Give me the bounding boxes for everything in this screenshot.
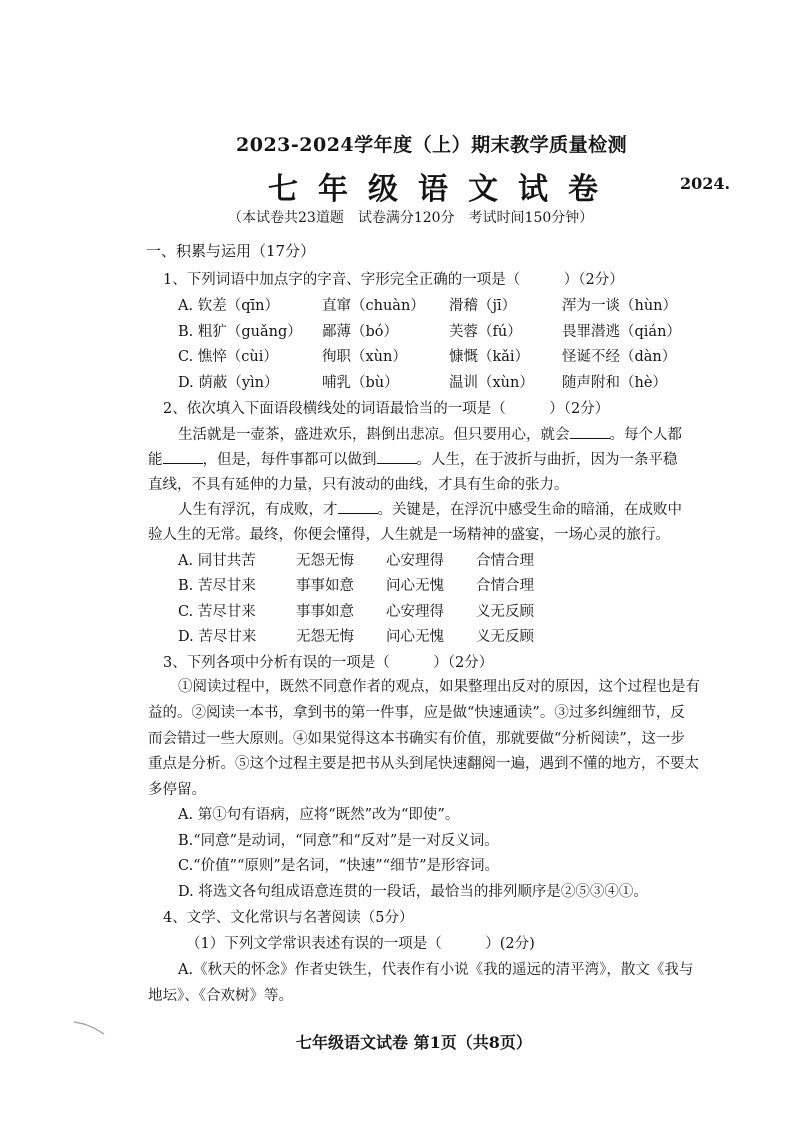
q2-text: 人生有浮沉，有成败，才 <box>178 502 338 518</box>
q2-option-cell: 问心无愧 <box>386 578 444 594</box>
q1-option-cell: 芙蓉（fú） <box>449 324 522 340</box>
q1-option-cell: 温训（xùn） <box>449 375 534 391</box>
q1-option-cell: 随声附和（hè） <box>562 375 667 391</box>
q3-option-d: D. 将选文各句组成语意连贯的一段话，最恰当的排列顺序是②⑤③④①。 <box>178 884 648 900</box>
q2-option-cell: 义无反顾 <box>476 629 534 645</box>
answer-blank[interactable] <box>377 451 417 464</box>
q1-option-cell: 滑稽（jī） <box>449 298 517 314</box>
exam-info: （本试卷共23道题 试卷满分120分 考试时间150分钟） <box>228 210 594 226</box>
q2-passage-line <box>178 498 682 519</box>
q1-option-cell: 徇职（xùn） <box>322 349 407 365</box>
q3-passage-line: 益的。②阅读一本书，拿到书的第一件事，应是做“快速通读”。③过多纠缠细节，反 <box>148 705 685 721</box>
question-1-stem: 1、下列词语中加点字的字音、字形完全正确的一项是（ ）（2分） <box>163 272 624 288</box>
q4-option-a-line: 地坛》、《合欢树》等。 <box>148 988 293 1004</box>
q2-option-cell: 心安理得 <box>386 604 444 620</box>
q2-text: 生活就是一壶茶，盛进欢乐，斟倒出悲凉。但只要用心，就会 <box>178 427 570 443</box>
q3-option-c: C.“价值”“原则”是名词，“快速”“细节”是形容词。 <box>178 858 499 874</box>
q1-option-cell: 慷慨（kǎi） <box>449 349 530 365</box>
question-2-stem: 2、依次填入下面语段横线处的词语最恰当的一项是（ ）（2分） <box>163 401 610 417</box>
q1-option-cell: B. 粗犷（guǎng） <box>178 324 302 340</box>
q2-option-cell: 事事如意 <box>296 604 354 620</box>
q3-option-b: B.“同意”是动词，“同意”和“反对”是一对反义词。 <box>178 833 499 849</box>
q1-option-cell: C. 憔悴（cùi） <box>178 349 278 365</box>
q2-option-cell: 心安理得 <box>386 553 444 569</box>
q1-option-cell: 直窜（chuàn） <box>322 298 425 314</box>
q2-passage-line <box>148 448 678 469</box>
q2-text: 。关键是，在浮沉中感受生命的暗涌，在成败中 <box>377 502 682 518</box>
q2-text: 。每个人都 <box>609 427 682 443</box>
q1-option-cell: 哺乳（bù） <box>322 375 399 391</box>
exam-date: 2024. <box>680 174 731 193</box>
q1-option-cell: 鄙薄（bó） <box>322 324 399 340</box>
answer-blank[interactable] <box>163 451 203 464</box>
q2-option-cell: 无怨无悔 <box>296 629 354 645</box>
q2-option-cell: C. 苦尽甘来 <box>178 604 256 620</box>
q1-option-cell: 怪诞不经（dàn） <box>562 349 677 365</box>
q2-passage-line <box>178 423 682 444</box>
q1-option-cell: 畏罪潜逃（qián） <box>562 324 681 340</box>
q2-option-cell: 问心无愧 <box>386 629 444 645</box>
q2-text: 。人生，在于波折与曲折，因为一条平稳 <box>416 452 678 468</box>
q1-option-cell: A. 钦差（qīn） <box>178 298 279 314</box>
q2-option-cell: 合情合理 <box>476 578 534 594</box>
q2-passage-line: 验人生的无常。最终，你便会懂得，人生就是一场精神的盛宴，一场心灵的旅行。 <box>148 527 670 543</box>
q3-option-a: A. 第①句有语病，应将“既然”改为“即使”。 <box>178 807 460 823</box>
q3-passage-line: ①阅读过程中，既然不同意作者的观点，如果整理出反对的原因，这个过程也是有 <box>178 679 700 695</box>
q3-passage-line: 多停留。 <box>148 782 206 798</box>
q2-option-cell: 无怨无悔 <box>296 553 354 569</box>
q2-text: 能 <box>148 452 163 468</box>
q2-option-cell: D. 苦尽甘来 <box>178 629 257 645</box>
question-4-stem: 4、文学、文化常识与名著阅读（5分） <box>163 910 414 926</box>
q3-passage-line: 而会错过一些大原则。④如果觉得这本书确实有价值，那就要做“分析阅读”，这一步 <box>148 731 685 747</box>
scan-mark <box>72 1018 112 1038</box>
q1-option-cell: 浑为一谈（hùn） <box>562 298 678 314</box>
q3-passage-line: 重点是分析。⑤这个过程主要是把书从头到尾快速翻阅一遍，遇到不懂的地方，不要太 <box>148 756 699 772</box>
q2-option-cell: 事事如意 <box>296 578 354 594</box>
q2-option-cell: B. 苦尽甘来 <box>178 578 256 594</box>
q2-text: ，但是，每件事都可以做到 <box>202 452 377 468</box>
answer-blank[interactable] <box>338 501 378 514</box>
answer-blank[interactable] <box>570 426 610 439</box>
q1-option-cell: D. 荫蔽（yìn） <box>178 375 279 391</box>
q2-option-cell: 义无反顾 <box>476 604 534 620</box>
page-footer: 七年级语文试卷 第1页（共8页） <box>296 1033 532 1052</box>
q4-sub-question-1: （1）下列文学常识表述有误的一项是（ ）(2分) <box>186 936 535 952</box>
exam-subtitle: 七年级语文试卷 <box>268 172 618 207</box>
question-3-stem: 3、下列各项中分析有误的一项是（ ）（2分） <box>163 655 494 671</box>
q2-option-cell: A. 同甘共苦 <box>178 553 256 569</box>
section-title: 一、积累与运用（17分） <box>146 242 316 260</box>
q2-passage-line: 直线，不具有延伸的力量，只有波动的曲线，才具有生命的张力。 <box>148 477 569 493</box>
exam-title: 2023-2024学年度（上）期末教学质量检测 <box>236 134 628 156</box>
q2-option-cell: 合情合理 <box>476 553 534 569</box>
q4-option-a-line: A.《秋天的怀念》作者史铁生，代表作有小说《我的遥远的清平湾》，散文《我与 <box>178 962 694 978</box>
